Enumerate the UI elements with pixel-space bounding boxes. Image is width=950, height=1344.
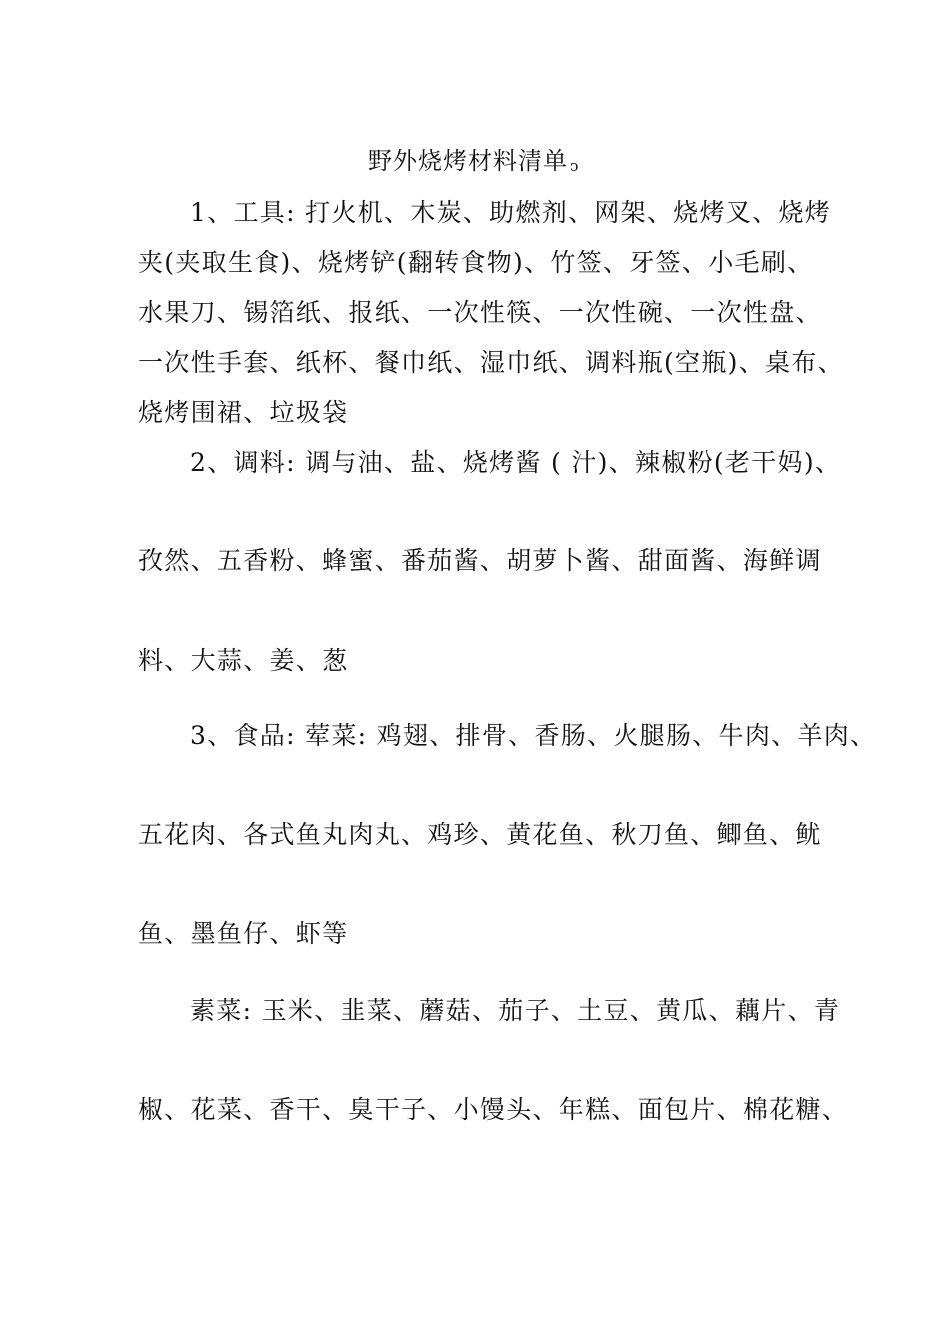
document-title — [368, 146, 579, 181]
paragraph-mark-icon: ↄ — [570, 157, 580, 175]
tools-line-2: 夹(夹取生食)、烧烤铲(翻转食物)、竹签、牙签、小毛刷、 — [138, 248, 814, 277]
food-line-1: 3、食品: 荤菜: 鸡翅、排骨、香肠、火腿肠、牛肉、羊肉、 — [190, 721, 877, 750]
tools-line-4: 一次性手套、纸杯、餐巾纸、湿巾纸、调料瓶(空瓶)、桌布、 — [138, 348, 844, 377]
seasoning-line-1: 2、调料: 调与油、盐、烧烤酱 ( 汁)、辣椒粉(老干妈)、 — [190, 448, 842, 477]
tools-line-5: 烧烤围裙、垃圾袋 — [138, 398, 349, 427]
food-line-2: 五花肉、各式鱼丸肉丸、鸡珍、黄花鱼、秋刀鱼、鲫鱼、鱿 — [138, 820, 822, 849]
seasoning-line-2: 孜然、五香粉、蜂蜜、番茄酱、胡萝卜酱、甜面酱、海鲜调 — [138, 546, 822, 575]
title-text: 野外烧烤材料清单 — [368, 147, 568, 175]
food-line-3: 鱼、墨鱼仔、虾等 — [138, 919, 349, 948]
seasoning-line-3: 料、大蒜、姜、葱 — [138, 646, 349, 675]
tools-line-1: 1、工具: 打火机、木炭、助燃剂、网架、烧烤叉、烧烤 — [190, 198, 832, 227]
tools-line-3: 水果刀、锡箔纸、报纸、一次性筷、一次性碗、一次性盘、 — [138, 298, 822, 327]
vegetable-line-1: 素菜: 玉米、韭菜、蘑菇、茄子、土豆、黄瓜、藕片、青 — [190, 996, 841, 1025]
vegetable-line-2: 椒、花菜、香干、臭干子、小馒头、年糕、面包片、棉花糖、 — [138, 1095, 849, 1124]
